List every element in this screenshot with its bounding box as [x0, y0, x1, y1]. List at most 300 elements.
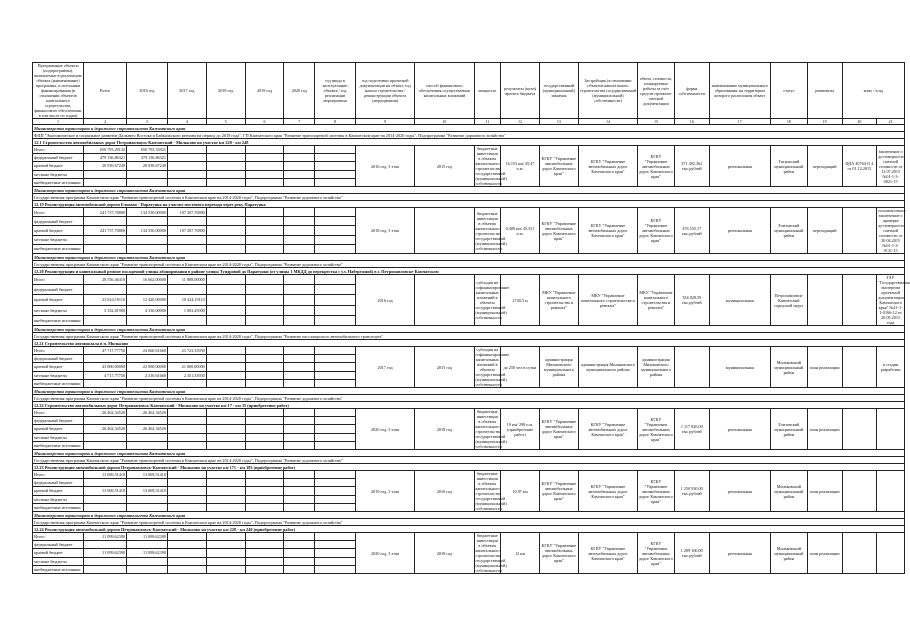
financing-value — [284, 275, 315, 285]
financing-value — [127, 565, 168, 573]
object-attribute-c10: субсидии на софинансирование капитальных вложений в объекты государственной (муниципальной) собственности — [475, 347, 510, 387]
financing-row — [33, 275, 905, 285]
object-attribute-c8: 2020 год, 3 этап — [355, 409, 414, 450]
financing-value — [315, 275, 356, 285]
header-cell: мощность — [474, 63, 501, 119]
object-attribute-c10: бюджетные инвестиции в объекты капитального строительства государственной (муниципальной) собственности — [475, 471, 507, 511]
financing-source-label: местные бюджеты — [33, 557, 84, 565]
financing-value — [245, 217, 284, 226]
financing-value — [284, 305, 315, 315]
financing-source-label: краевой бюджет — [33, 363, 84, 371]
object-attribute-c11: 0,409 км/ 45,351 п.м. — [501, 208, 540, 254]
financing-value — [315, 146, 356, 154]
object-name: 12.22 Строительство автомобильных дорог Петропавловск-Камчатский - Мильково на участке км 17 - км 35 (приобретение работ) — [33, 402, 905, 409]
financing-value: 26 462,34520 — [127, 409, 168, 417]
financing-value — [245, 541, 284, 549]
program-name: Государственная программа Камчатского края "Развитие транспортной системы в Камчатском крае на 2014-2020 годы", Подпрограмма "Развитие дорожного хозяйства" — [33, 194, 905, 201]
ministry-row — [33, 326, 905, 333]
financing-value — [284, 146, 315, 154]
financing-value — [167, 533, 206, 541]
financing-value — [127, 355, 168, 363]
financing-value: 13 069,51410 — [84, 487, 127, 495]
financing-value: 26 462,34520 — [84, 425, 127, 433]
financing-value — [284, 479, 315, 487]
financing-source-label: Итого — [33, 471, 84, 479]
object-attribute-c14: КГКУ "Управление автомобильных дорог Камчатского края" — [638, 208, 675, 254]
object-attribute-c8: 2019 год, 3 этап — [355, 471, 414, 512]
financing-value — [167, 154, 206, 162]
header-cell: 2016 год — [127, 63, 168, 119]
financing-value — [245, 363, 284, 371]
financing-source-label: Итого — [33, 347, 84, 355]
column-number: 1 — [33, 119, 84, 125]
financing-value — [245, 235, 284, 244]
financing-value — [284, 471, 315, 479]
financing-value — [284, 533, 315, 541]
object-row — [33, 268, 905, 275]
financing-value: 2 351,33930 — [167, 371, 206, 379]
header-cell: способ финансового обеспечения осуществления капитальных вложений — [415, 63, 474, 119]
financing-value — [245, 471, 284, 479]
financing-value: 5 332,81900 — [84, 305, 127, 315]
column-number: 5 — [206, 119, 245, 125]
column-number: 3 — [127, 119, 168, 125]
financing-value — [84, 417, 127, 425]
header-cell: Застройщик (в отношении объектов капитального строительства государственной (муниципальной) собственности) — [578, 63, 637, 119]
financing-value — [284, 425, 315, 433]
financing-source-label: краевой бюджет — [33, 226, 84, 235]
financing-value — [245, 355, 284, 363]
ministry-row — [33, 125, 905, 132]
program-row — [33, 333, 905, 340]
financing-value: 26 462,34520 — [127, 425, 168, 433]
object-attribute-c15: 371 492,362 тыс.рублей — [674, 146, 709, 187]
financing-value — [284, 154, 315, 162]
financing-value — [245, 305, 284, 315]
object-attribute-c11: 10,97 км — [501, 471, 540, 512]
object-attribute-c18: переходящий — [807, 146, 842, 187]
object-attribute-c8: 2017 год — [355, 347, 414, 388]
financing-value — [84, 379, 127, 387]
program-name: Государственная программа Камчатского края "Развитие транспортной системы в Камчатском крае на 2014-2020 годы", Подпрограмма "Развитие дорожного хозяйства" — [33, 395, 905, 402]
financing-value — [245, 379, 284, 387]
financing-value — [245, 285, 284, 295]
financing-value — [167, 479, 206, 487]
header-cell: год ввода в эксплуатацию объекта / год реализации мероприятия — [315, 63, 356, 119]
object-attribute-c14: МКУ "Управление капитального строительства и ремонта" — [638, 275, 675, 326]
financing-value — [167, 315, 206, 325]
object-attribute-c18: план реализации — [807, 471, 842, 512]
financing-source-label: местные бюджеты — [33, 235, 84, 244]
financing-value — [167, 433, 206, 441]
header-cell: 2020 год — [284, 63, 315, 119]
financing-row — [33, 533, 905, 541]
financing-value — [315, 315, 356, 325]
financing-value — [284, 565, 315, 573]
program-name: ФЦП "Экономическое и социальное развитие Дальнего Востока и Байкальского региона на период до 2018 года", ГП Камчатского края "Развитие транспортной системы в Камчатском крае на 2014-2020 годы", Подпрограмма "Развитие дорожного хозяйства" — [33, 132, 905, 139]
financing-value — [206, 471, 245, 479]
header-cell: 2019 год — [245, 63, 284, 119]
column-number: 13 — [539, 119, 578, 125]
object-attribute-c13: КГКУ "Управление автомобильных дорог Камчатского края" — [578, 471, 637, 512]
financing-source-label: федеральный бюджет — [33, 355, 84, 363]
financing-value — [245, 347, 284, 355]
financing-value — [315, 208, 356, 217]
financing-row — [33, 409, 905, 417]
financing-value: 11 099,62390 — [127, 549, 168, 557]
header-cell: форма собственности — [674, 63, 709, 119]
column-number: 10 — [415, 119, 474, 125]
financing-value — [167, 170, 206, 178]
header-cell: статус — [770, 63, 807, 119]
financing-source-label: краевой бюджет — [33, 162, 84, 170]
financing-value — [206, 154, 245, 162]
financing-value — [245, 295, 284, 305]
financing-value — [84, 495, 127, 503]
object-attribute-c8: 2016 год — [355, 275, 414, 326]
financing-value: 26 462,34520 — [84, 409, 127, 417]
financing-value — [245, 170, 284, 178]
financing-value — [84, 285, 127, 295]
financing-source-label: внебюджетные источники — [33, 565, 84, 573]
object-attribute-c15: 476 535,17 тыс.рублей — [674, 208, 709, 254]
object-name: 12.1 Строительство автомобильных дорог Петропавловск-Камчатский - Мильково на участке км 228 - км 248 — [33, 139, 905, 146]
object-attribute-c11: 16,153 км/ 45,47 п.м. — [501, 146, 540, 187]
object-attribute-c20 — [877, 409, 905, 450]
financing-value: 21 000,00000 — [167, 363, 206, 371]
object-attribute-c10: бюджетные инвестиции в объекты капитального строительства государственной (муниципальной) собственности — [475, 146, 507, 186]
financing-value: 20 939,67240 — [84, 162, 127, 170]
object-attribute-c14: КГКУ "Управление автомобильных дорог Камчатского края" — [638, 533, 675, 574]
financing-value — [167, 425, 206, 433]
financing-value — [315, 533, 356, 541]
financing-value — [206, 565, 245, 573]
header-cell: реквизиты — [807, 63, 842, 119]
object-attribute-c17: Елизовский муниципальный район — [770, 208, 807, 254]
column-number: 4 — [167, 119, 206, 125]
object-attribute-c18: план реализации — [807, 533, 842, 574]
financing-value — [315, 503, 356, 511]
object-attribute-c11: 2740,3 м — [501, 275, 540, 326]
financing-value — [206, 363, 245, 371]
financing-value — [315, 244, 356, 253]
financing-value — [245, 371, 284, 379]
financing-value — [206, 217, 245, 226]
object-attribute-c16: региональная — [709, 471, 770, 512]
object-attribute-c12: КГКУ "Управление автомобильных дорог Камчатского края" — [539, 208, 578, 254]
financing-value — [315, 495, 356, 503]
financing-value: 10 424,19110 — [167, 295, 206, 305]
financing-source-label: внебюджетные источники — [33, 503, 84, 511]
financing-value — [167, 541, 206, 549]
financing-value — [127, 541, 168, 549]
object-name: 12.20 Реконструкция и капитальный ремонт посадочной улицы абонирования в районе улицы Тундровой до Паратунки (от улицы 1 МКДД до перекрестка с ул. Набережной) в г. Петропавловске-Камчатском — [33, 268, 905, 275]
financing-value — [167, 441, 206, 449]
financing-value: 24 660,61660 — [127, 347, 168, 355]
financing-value — [167, 285, 206, 295]
financing-value — [245, 441, 284, 449]
financing-value — [206, 541, 245, 549]
financing-value — [245, 487, 284, 495]
financing-value — [84, 178, 127, 186]
financing-value — [206, 235, 245, 244]
ministry-name: Министерство транспорта и дорожного строительства Камчатского края — [33, 187, 905, 194]
financing-value — [167, 503, 206, 511]
header-cell: Всего — [84, 63, 127, 119]
program-name: Государственная программа Камчатского края "Развитие транспортной системы в Камчатском крае на 2014-2020 годы", Подпрограмма "Развитие дорожного хозяйства" — [33, 457, 905, 464]
financing-value: 107 207,76800 — [167, 208, 206, 217]
financing-value — [206, 425, 245, 433]
ministry-name: Министерство транспорта и дорожного строительства Камчатского края — [33, 326, 905, 333]
financing-value — [84, 170, 127, 178]
ministry-name: Министерство транспорта и дорожного строительства Камчатского края — [33, 450, 905, 457]
financing-row — [33, 471, 905, 479]
ministry-row — [33, 450, 905, 457]
financing-value — [206, 533, 245, 541]
financing-value: 107 207,76800 — [167, 226, 206, 235]
program-row — [33, 132, 905, 139]
financing-value — [206, 409, 245, 417]
financing-source-label: краевой бюджет — [33, 425, 84, 433]
object-attribute-c9: 2015 год — [415, 347, 474, 388]
financing-value — [127, 235, 168, 244]
object-attribute-c13: администрация Мильковского муниципального района — [578, 347, 637, 388]
object-attribute-c19: ФДА 40764-О 4 от 01.12.2015 — [842, 146, 877, 187]
program-row — [33, 194, 905, 201]
financing-value — [167, 495, 206, 503]
ministry-name: Министерство транспорта и дорожного строительства Камчатского края — [33, 512, 905, 519]
column-number: 19 — [807, 119, 842, 125]
financing-value: 241 737,76800 — [84, 226, 127, 235]
financing-source-label: Итого — [33, 409, 84, 417]
financing-value — [127, 479, 168, 487]
financing-value — [284, 285, 315, 295]
financing-value — [127, 417, 168, 425]
financing-value — [127, 315, 168, 325]
column-number: 20 — [842, 119, 877, 125]
financing-value: 43 000,00000 — [84, 363, 127, 371]
financing-value: 28 556,46410 — [84, 275, 127, 285]
financing-value — [284, 178, 315, 186]
financing-value — [315, 363, 356, 371]
financing-value — [127, 285, 168, 295]
program-row — [33, 395, 905, 402]
financing-value — [284, 347, 315, 355]
financing-source-label: внебюджетные источники — [33, 178, 84, 186]
financing-value — [167, 178, 206, 186]
object-attribute-c19 — [842, 409, 877, 450]
object-attribute-c9: 2015 год — [415, 146, 474, 187]
financing-value — [245, 146, 284, 154]
financing-value — [315, 549, 356, 557]
header-cell: наименование муниципального образования, на территории которого расположен объект — [709, 63, 770, 119]
financing-source-label: внебюджетные источники — [33, 315, 84, 325]
column-number: 11 — [474, 119, 501, 125]
object-attribute-c16: региональная — [709, 208, 770, 254]
object-attribute-c16: региональная — [709, 409, 770, 450]
financing-value — [315, 433, 356, 441]
object-attribute-c13: КГКУ "Управление автомобильных дорог Камчатского края" — [578, 533, 637, 574]
object-attribute-c16: муниципальная — [709, 347, 770, 388]
header-cell: 2017 год — [167, 63, 206, 119]
financing-source-label: Итого — [33, 275, 84, 285]
header-row — [33, 63, 905, 119]
header-cell: кому / в ид — [842, 63, 905, 119]
object-attribute-c13: КГКУ "Управление автомобильных дорог Камчатского края" — [578, 409, 637, 450]
financing-value: 13 069,51410 — [127, 487, 168, 495]
column-number: 21 — [877, 119, 905, 125]
object-attribute-c19 — [842, 275, 877, 326]
object-attribute-c18: переходящий — [807, 208, 842, 254]
object-attribute-c10: бюджетные инвестиции в объекты капитального строительства государственной (муниципальной) собственности — [475, 409, 507, 449]
financing-value — [167, 487, 206, 495]
object-attribute-c12: администрация Мильковского муниципального района — [539, 347, 578, 388]
financing-value — [284, 217, 315, 226]
object-attribute-c12: КГКУ "Управление автомобильных дорог Камчатского края" — [539, 533, 578, 574]
object-attribute-c19 — [842, 347, 877, 388]
object-row — [33, 464, 905, 471]
financing-value — [284, 557, 315, 565]
financing-value — [245, 178, 284, 186]
financing-value: 47 717,77750 — [84, 347, 127, 355]
investment-table — [32, 62, 910, 574]
financing-source-label: внебюджетные источники — [33, 379, 84, 387]
financing-value — [315, 347, 356, 355]
financing-value — [315, 235, 356, 244]
object-attribute-c11: до 250 чел в сутки — [501, 347, 540, 388]
financing-value — [206, 347, 245, 355]
program-row — [33, 261, 905, 268]
program-name: Государственная программа Камчатского края "Развитие транспортной системы в Камчатском крае на 2014-2020 годы", Подпрограмма "Развитие дорожного хозяйства" — [33, 261, 905, 268]
financing-value — [206, 495, 245, 503]
financing-value — [127, 379, 168, 387]
financing-value — [284, 417, 315, 425]
financing-value — [206, 285, 245, 295]
ministry-row — [33, 187, 905, 194]
financing-value — [315, 295, 356, 305]
financing-value — [167, 244, 206, 253]
financing-value — [315, 471, 356, 479]
object-attribute-c20 — [877, 533, 905, 574]
ministry-row — [33, 254, 905, 261]
financing-value — [315, 305, 356, 315]
object-attribute-c14: КГКУ "Управление автомобильных дорог Камчатского края" — [638, 409, 675, 450]
financing-source-label: местные бюджеты — [33, 371, 84, 379]
object-attribute-c9 — [415, 208, 474, 254]
financing-value: 20 939,67240 — [127, 162, 168, 170]
object-attribute-c15: 354 828,59 тыс.рублей — [674, 275, 709, 326]
object-attribute-c12: КГКУ "Управление автомобильных дорог Камчатского края" — [539, 409, 578, 450]
financing-value — [284, 487, 315, 495]
financing-value — [206, 355, 245, 363]
financing-value: 4 336,00000 — [127, 305, 168, 315]
financing-value — [284, 549, 315, 557]
object-attribute-c12: МКУ "Управление капитального строительства и ремонта" — [539, 275, 578, 326]
object-attribute-c15 — [674, 347, 709, 388]
object-attribute-c14: КГКУ "Управление автомобильных дорог Камчатского края" — [638, 146, 675, 187]
financing-value — [315, 355, 356, 363]
financing-value: 1 003,45900 — [167, 305, 206, 315]
header-cell: 2018 год — [206, 63, 245, 119]
object-attribute-c16: региональная — [709, 533, 770, 574]
financing-value — [206, 479, 245, 487]
object-name: 12.19 Реконструкция автомобильной дороги Елизово - Паратунка на участке мостового перехода через реку Паратунка — [33, 201, 905, 208]
financing-value — [84, 355, 127, 363]
financing-value — [206, 146, 245, 154]
financing-value — [84, 244, 127, 253]
financing-source-label: федеральный бюджет — [33, 417, 84, 425]
financing-source-label: Итого — [33, 146, 84, 154]
ministry-row — [33, 512, 905, 519]
financing-value — [127, 441, 168, 449]
financing-value — [206, 244, 245, 253]
header-cell: результаты (цели) проекта бюджета — [501, 63, 540, 119]
object-attribute-c14: КГКУ "Управление автомобильных дорог Камчатского края" — [638, 471, 675, 512]
object-attribute-c10: бюджетные инвестиции в объекты капитального строительства государственной (муниципальной) собственности — [474, 208, 501, 254]
financing-value — [284, 315, 315, 325]
column-number: 15 — [638, 119, 675, 125]
financing-value — [206, 441, 245, 449]
header-cell: год подготовки проектной документации на объект, год начала строительства / реконструкции объекта (мероприятия) — [355, 63, 414, 119]
object-attribute-c8: 2016 год, 3 этап — [355, 146, 414, 187]
financing-value: 134 530,00000 — [127, 226, 168, 235]
financing-source-label: федеральный бюджет — [33, 217, 84, 226]
object-attribute-c9 — [415, 275, 474, 326]
financing-row — [33, 146, 905, 154]
object-attribute-c10: бюджетные инвестиции в объекты капитального строительства государственной (муниципальной) собственности — [475, 533, 507, 573]
financing-value — [245, 503, 284, 511]
financing-value — [245, 533, 284, 541]
object-attribute-c11: 12 км — [501, 533, 540, 574]
financing-value — [245, 479, 284, 487]
financing-value — [315, 479, 356, 487]
object-attribute-c16: региональная — [709, 146, 770, 187]
financing-value — [167, 565, 206, 573]
column-number: 18 — [770, 119, 807, 125]
financing-value — [284, 226, 315, 235]
financing-value — [206, 487, 245, 495]
financing-value — [206, 549, 245, 557]
ministry-name: Министерство транспорта и дорожного строительства Камчатского края — [33, 388, 905, 395]
object-attribute-c18: план реализации — [807, 409, 842, 450]
financing-value — [245, 315, 284, 325]
financing-value — [206, 315, 245, 325]
financing-value: 479 136,86321 — [127, 154, 168, 162]
object-attribute-c9: 2018 год — [415, 409, 474, 450]
financing-value — [84, 541, 127, 549]
financing-row — [33, 208, 905, 217]
financing-value — [245, 409, 284, 417]
financing-value — [127, 495, 168, 503]
header-cell: Программные объекты (подпрограммы), включаемые в реализацию объекта (наименование) программы, и источники финансирования (в отношении объектов капитального строительства, финансового обеспечения, в том числе по годам) — [34, 63, 82, 118]
financing-value — [167, 379, 206, 387]
financing-value — [245, 244, 284, 253]
object-attribute-c9: 2016 год — [415, 471, 474, 512]
ministry-row — [33, 388, 905, 395]
financing-value — [167, 217, 206, 226]
financing-value — [127, 178, 168, 186]
financing-value — [284, 208, 315, 217]
financing-value — [206, 371, 245, 379]
financing-value — [84, 433, 127, 441]
financing-value — [245, 557, 284, 565]
financing-value — [206, 433, 245, 441]
financing-value: 23 723,33930 — [167, 347, 206, 355]
financing-value — [127, 433, 168, 441]
financing-value — [315, 487, 356, 495]
financing-value: 23 824,19110 — [84, 295, 127, 305]
object-attribute-c17: Тигильский муниципальный район — [770, 146, 807, 187]
